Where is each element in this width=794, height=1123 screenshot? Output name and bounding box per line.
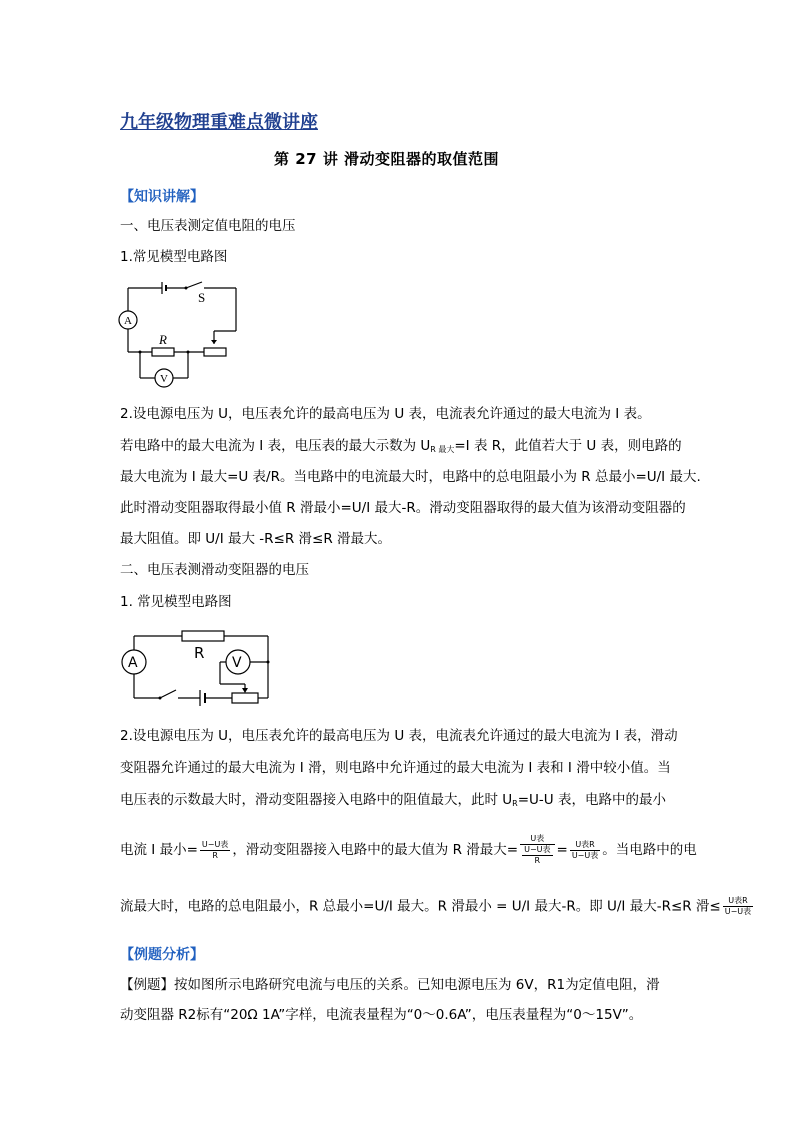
switch-blade xyxy=(186,282,202,288)
part2-para2-line4: 电流 I 最小= $\frac{\text{U−U表}}{R}$ ，滑动变阻器接入电路中的最大值为 R 滑最大= $\frac{\text{U表}}{\frac{\text{U−U表}}{R}}$ = $\frac{\text{U表R}}{\text{U−U表}}$ 。当电路中的电 xyxy=(120,834,697,865)
part2-para2-line1: 2.设电源电压为 U，电压表允许的最高电压为 U 表，电流表允许通过的最大电流为 I 表，滑动 xyxy=(120,728,678,744)
part1-para2-line1: 2.设电源电压为 U，电压表允许的最高电压为 U 表，电流表允许通过的最大电流为 I 表。 xyxy=(120,406,651,422)
switch-blade-2 xyxy=(160,690,176,698)
rheostat-box-2 xyxy=(232,693,258,703)
resistor-label-2: R xyxy=(194,644,205,662)
example-line1: 【例题】按如图所示电路研究电流与电压的关系。已知电源电压为 6V，R1为定值电阻，滑 xyxy=(120,977,660,993)
section-example-tag: 【例题分析】 xyxy=(120,947,204,963)
part1-sub-heading: 1.常见模型电路图 xyxy=(120,249,228,265)
example-line2: 动变阻器 R2标有“20Ω 1A”字样，电流表量程为“0～0.6A”，电压表量程为“0～15V”。 xyxy=(120,1007,643,1023)
fraction-max-rheostat: $\frac{\text{U表}}{\frac{\text{U−U表}}{R}}$ xyxy=(520,834,554,866)
lecture-title: 第 27 讲 滑动变阻器的取值范围 xyxy=(274,150,500,168)
circuit-diagram-1 xyxy=(116,280,244,388)
ammeter-label-2: A xyxy=(128,655,138,671)
fraction-max-rheostat-simplified: $\frac{\text{U表R}}{\text{U−U表}}$ xyxy=(571,839,599,860)
switch-label: S xyxy=(198,290,206,305)
part2-para2-line3: 电压表的示数最大时，滑动变阻器接入电路中的阻值最大，此时 $U_R=U-U$ 表，电路中的最小 xyxy=(120,792,666,808)
resistor-label: R xyxy=(159,332,167,347)
fraction-min-current: $\frac{\text{U−U表}}{R}$ xyxy=(201,839,229,860)
rheostat-arrow xyxy=(211,340,217,344)
series-title: 九年级物理重难点微讲座 xyxy=(120,112,318,133)
ammeter-label: A xyxy=(124,315,132,327)
part2-para2-line2: 变阻器允许通过的最大电流为 I 滑，则电路中允许通过的最大电流为 I 表和 I 滑中较小值。当 xyxy=(120,760,671,776)
resistor-box-2 xyxy=(182,631,224,641)
part2-sub-heading: 1. 常见模型电路图 xyxy=(120,594,232,610)
part1-para2-line2: 若电路中的最大电流为 I 表，电压表的最大示数为 $U_{R 最大}=I$ 表 R，此值若大于 U 表，则电路的 xyxy=(120,438,682,454)
rheostat-box xyxy=(204,348,226,356)
fraction-range-upper: $\frac{\text{U表R}}{\text{U−U表}}$ xyxy=(724,896,752,916)
part2-para2-line5: 流最大时，电路的总电阻最小，R 总最小=U/I 最大。R 滑最小 = U/I 最大-R。即 U/I 最大-R≤R 滑≤ $\frac{\text{U表R}}{\text{U−U表}}$ xyxy=(120,896,752,916)
section-knowledge-tag: 【知识讲解】 xyxy=(120,189,204,205)
voltmeter-label-2: V xyxy=(232,655,242,671)
part1-para2-line4: 此时滑动变阻器取得最小值 R 滑最小=U/I 最大-R。滑动变阻器取得的最大值为该滑动变阻器的 xyxy=(120,500,686,516)
part2-heading: 二、电压表测滑动变阻器的电压 xyxy=(120,562,309,578)
voltmeter-label: V xyxy=(160,373,168,385)
part1-para2-line5: 最大阻值。即 U/I 最大 -R≤R 滑≤R 滑最大。 xyxy=(120,531,392,547)
resistor-box xyxy=(152,348,174,356)
circuit-diagram-2 xyxy=(120,626,276,708)
part1-heading: 一、电压表测定值电阻的电压 xyxy=(120,218,296,234)
part1-para2-line3: 最大电流为 I 最大=U 表/R。当电路中的电流最大时，电路中的总电阻最小为 R 总最小=U/I 最大. xyxy=(120,469,701,485)
